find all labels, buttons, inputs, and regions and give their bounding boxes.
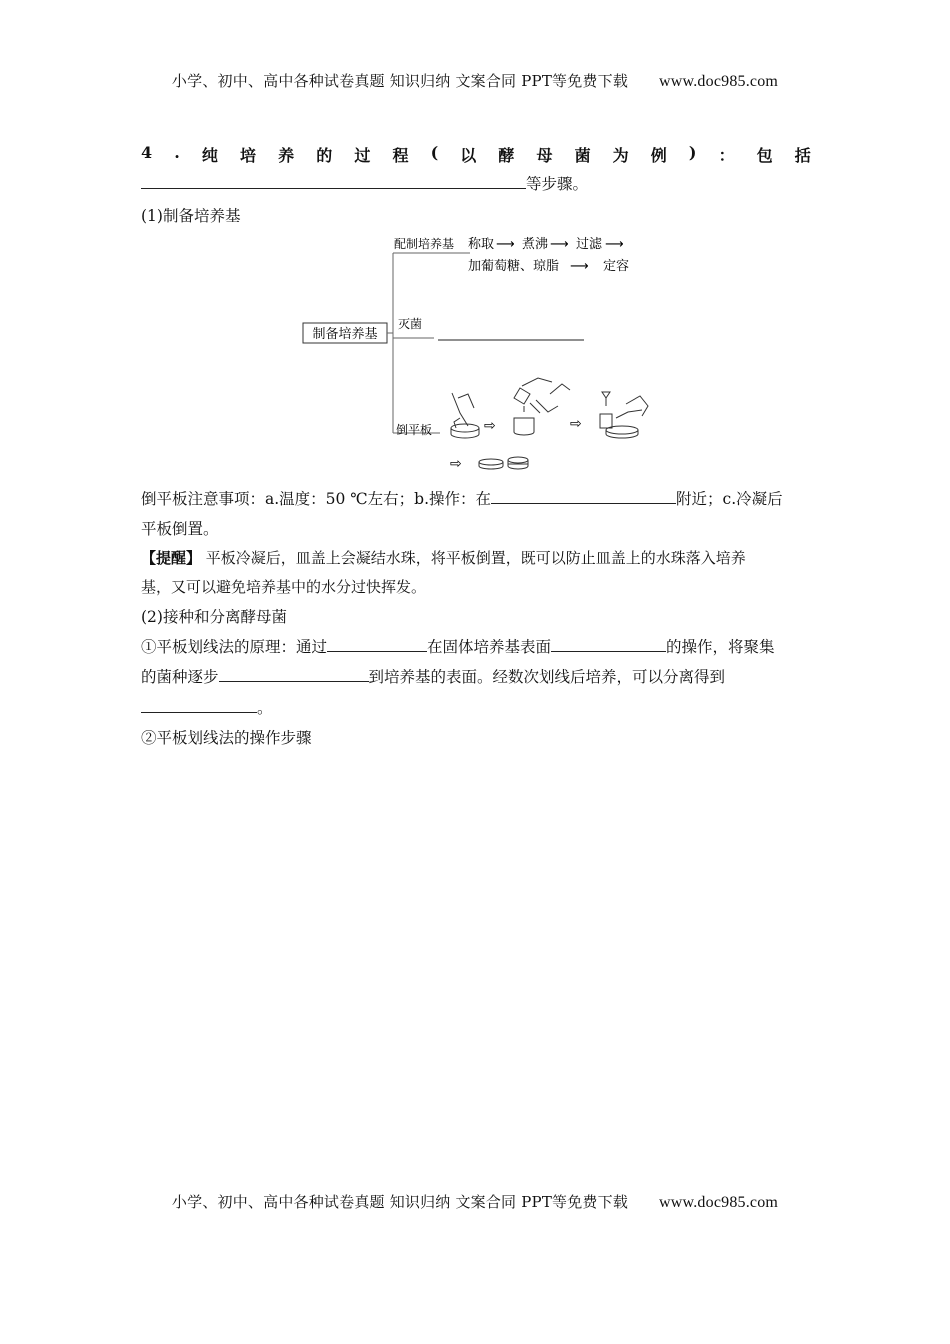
- inverted-plates-illustration: [479, 457, 528, 469]
- pour-plate-illustration-1: [451, 393, 479, 438]
- streak-principle-line-3: [141, 698, 811, 718]
- header-text: 小学、初中、高中各种试卷真题 知识归纳 文案合同 PPT等免费下载: [171, 72, 629, 90]
- heading-char: 为: [612, 146, 629, 165]
- answer-blank[interactable]: [327, 637, 427, 652]
- principle-text-b: 在固体培养基表面: [427, 638, 552, 656]
- heading-char: .: [174, 143, 180, 162]
- pour-plate-notes-line-1: [141, 489, 811, 509]
- branch-sterilize-label: 灭菌: [398, 317, 423, 331]
- heading-char: ): [688, 143, 697, 162]
- heading-char: 酵: [498, 146, 515, 165]
- branch-pour-plate-label: 倒平板: [396, 423, 433, 437]
- arrow-icon: ⟶: [550, 237, 569, 252]
- heading-char: 程: [392, 146, 409, 165]
- answer-blank[interactable]: [141, 698, 257, 713]
- heading-char: 纯: [201, 146, 218, 165]
- preparation-diagram: [300, 228, 670, 478]
- root-label: 制备培养基: [312, 327, 378, 342]
- principle-text-f: 。: [257, 699, 273, 717]
- heading-char: 例: [650, 146, 667, 165]
- footer-url: www.doc985.com: [659, 1194, 779, 1211]
- step-boil: 煮沸: [522, 237, 549, 252]
- heading-char: 以: [460, 146, 477, 165]
- reminder-line-1: [141, 548, 811, 568]
- principle-text-a: ①平板划线法的原理：通过: [141, 638, 328, 656]
- principle-text-e: 到培养基的表面。经数次划线后培养，可以分离得到: [368, 668, 726, 686]
- step-filter: 过滤: [576, 237, 603, 252]
- heading-char: 括: [794, 146, 811, 165]
- hollow-arrow-icon: ⇨: [484, 418, 496, 434]
- heading-char: ：: [718, 146, 735, 165]
- heading-char: 养: [278, 146, 295, 165]
- arrow-icon: ⟶: [605, 237, 624, 252]
- question-4-heading: [141, 143, 811, 166]
- header-url: www.doc985.com: [659, 73, 779, 90]
- streak-steps-title: ②平板划线法的操作步骤: [141, 729, 312, 747]
- heading-char: 的: [316, 146, 333, 165]
- streak-principle-line-2: [141, 667, 811, 687]
- answer-blank[interactable]: [141, 174, 526, 189]
- page-header: [0, 70, 950, 91]
- step-add-glucose-agar: 加葡萄糖、琼脂: [468, 259, 560, 274]
- heading-char: 菌: [574, 146, 591, 165]
- reminder-label: 【提醒】: [141, 549, 202, 567]
- branch-prepare-label: 配制培养基: [394, 237, 455, 251]
- question-4-blank-line: [141, 174, 811, 194]
- hollow-arrow-icon: ⇨: [450, 456, 462, 472]
- page-footer: [0, 1191, 950, 1212]
- section-2-title: (2)接种和分离酵母菌: [141, 608, 287, 626]
- heading-char: 过: [354, 146, 371, 165]
- notes-text-b: 附近；c.冷凝后: [676, 490, 783, 508]
- heading-char: (: [430, 143, 439, 162]
- streak-principle-line-1: [141, 637, 811, 657]
- reminder-text-1: 平板冷凝后，皿盖上会凝结水珠，将平板倒置，既可以防止皿盖上的水珠落入培养: [201, 549, 746, 567]
- section-1-title: (1)制备培养基: [141, 207, 241, 225]
- arrow-icon: ⟶: [570, 259, 589, 274]
- heading-char: 母: [536, 146, 553, 165]
- heading-char: 4: [141, 143, 153, 162]
- reminder-line-2: 基，又可以避免培养基中的水分过快挥发。: [141, 578, 427, 596]
- hollow-arrow-icon: ⇨: [570, 416, 582, 432]
- pour-plate-notes-line-2: 平板倒置。: [141, 520, 219, 538]
- pour-plate-illustration-2: [514, 378, 570, 435]
- heading-char: 培: [240, 146, 257, 165]
- answer-blank[interactable]: [219, 667, 369, 682]
- principle-text-d: 的菌种逐步: [141, 668, 219, 686]
- answer-blank[interactable]: [551, 637, 666, 652]
- principle-text-c: 的操作，将聚集: [666, 638, 775, 656]
- step-fix-volume: 定容: [603, 259, 630, 274]
- footer-text: 小学、初中、高中各种试卷真题 知识归纳 文案合同 PPT等免费下载: [171, 1193, 629, 1211]
- answer-blank[interactable]: [491, 489, 676, 504]
- question-4-tail: 等步骤。: [526, 175, 589, 193]
- notes-text-a: 倒平板注意事项：a.温度：50 ℃左右；b.操作：在: [141, 490, 492, 508]
- pour-plate-illustration-3: [600, 392, 648, 438]
- arrow-icon: ⟶: [496, 237, 515, 252]
- heading-char: 包: [756, 146, 773, 165]
- step-weigh: 称取: [468, 237, 495, 252]
